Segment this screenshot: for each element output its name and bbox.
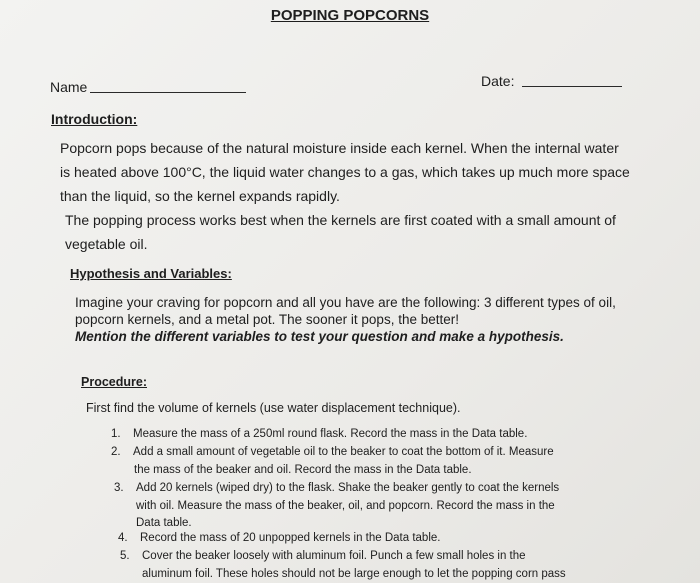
hypothesis-instruction: Mention the different variables to test your question and make a hypothesis. xyxy=(75,329,564,344)
procedure-intro: First find the volume of kernels (use water displacement technique). xyxy=(86,401,461,415)
hypothesis-heading: Hypothesis and Variables: xyxy=(70,266,232,281)
hypothesis-paragraph xyxy=(75,291,616,348)
text-line: popcorn kernels, and a metal pot. The sooner it pops, the better! xyxy=(75,312,459,327)
name-field-line xyxy=(90,92,246,93)
text-line: than the liquid, so the kernel expands rapidly. xyxy=(60,188,340,204)
introduction-paragraph-1 xyxy=(60,136,630,208)
introduction-heading: Introduction: xyxy=(51,111,138,127)
date-label: Date: xyxy=(481,73,515,89)
date-field-line xyxy=(522,86,622,87)
step-text: the mass of the beaker and oil. Record the mass in the Data table. xyxy=(134,463,472,476)
step-number: 5. xyxy=(120,550,130,562)
step-text: with oil. Measure the mass of the beaker, oil, and popcorn. Record the mass in the xyxy=(136,499,555,512)
step-number: 3. xyxy=(114,482,124,494)
step-number: 4. xyxy=(118,532,128,544)
step-text: Measure the mass of a 250ml round flask. Record the mass in the Data table. xyxy=(133,428,528,440)
step-text: Cover the beaker loosely with aluminum foil. Punch a few small holes in the xyxy=(142,550,526,562)
text-line: is heated above 100°C, the liquid water changes to a gas, which takes up much more space xyxy=(60,164,630,180)
step-number: 1. xyxy=(111,428,121,440)
text-line: The popping process works best when the kernels are first coated with a small amount of xyxy=(65,212,616,228)
step-text: Data table. xyxy=(136,517,192,530)
introduction-paragraph-2 xyxy=(65,208,616,256)
page-title: POPPING POPCORNS xyxy=(270,7,430,24)
name-label: Name xyxy=(50,79,88,95)
step-number: 2. xyxy=(111,446,121,458)
text-line: Imagine your craving for popcorn and all you have are the following: 3 different types of oil, xyxy=(75,295,616,310)
step-text: Record the mass of 20 unpopped kernels in the Data table. xyxy=(140,532,441,544)
step-text: aluminum foil. These holes should not be large enough to let the popping corn pass xyxy=(142,567,566,580)
procedure-heading: Procedure: xyxy=(81,375,147,389)
text-line: Popcorn pops because of the natural moisture inside each kernel. When the internal water xyxy=(60,140,619,156)
step-text: Add a small amount of vegetable oil to the beaker to coat the bottom of it. Measure xyxy=(133,446,554,458)
step-text: Add 20 kernels (wiped dry) to the flask. Shake the beaker gently to coat the kernels xyxy=(136,482,560,494)
text-line: vegetable oil. xyxy=(65,236,148,252)
